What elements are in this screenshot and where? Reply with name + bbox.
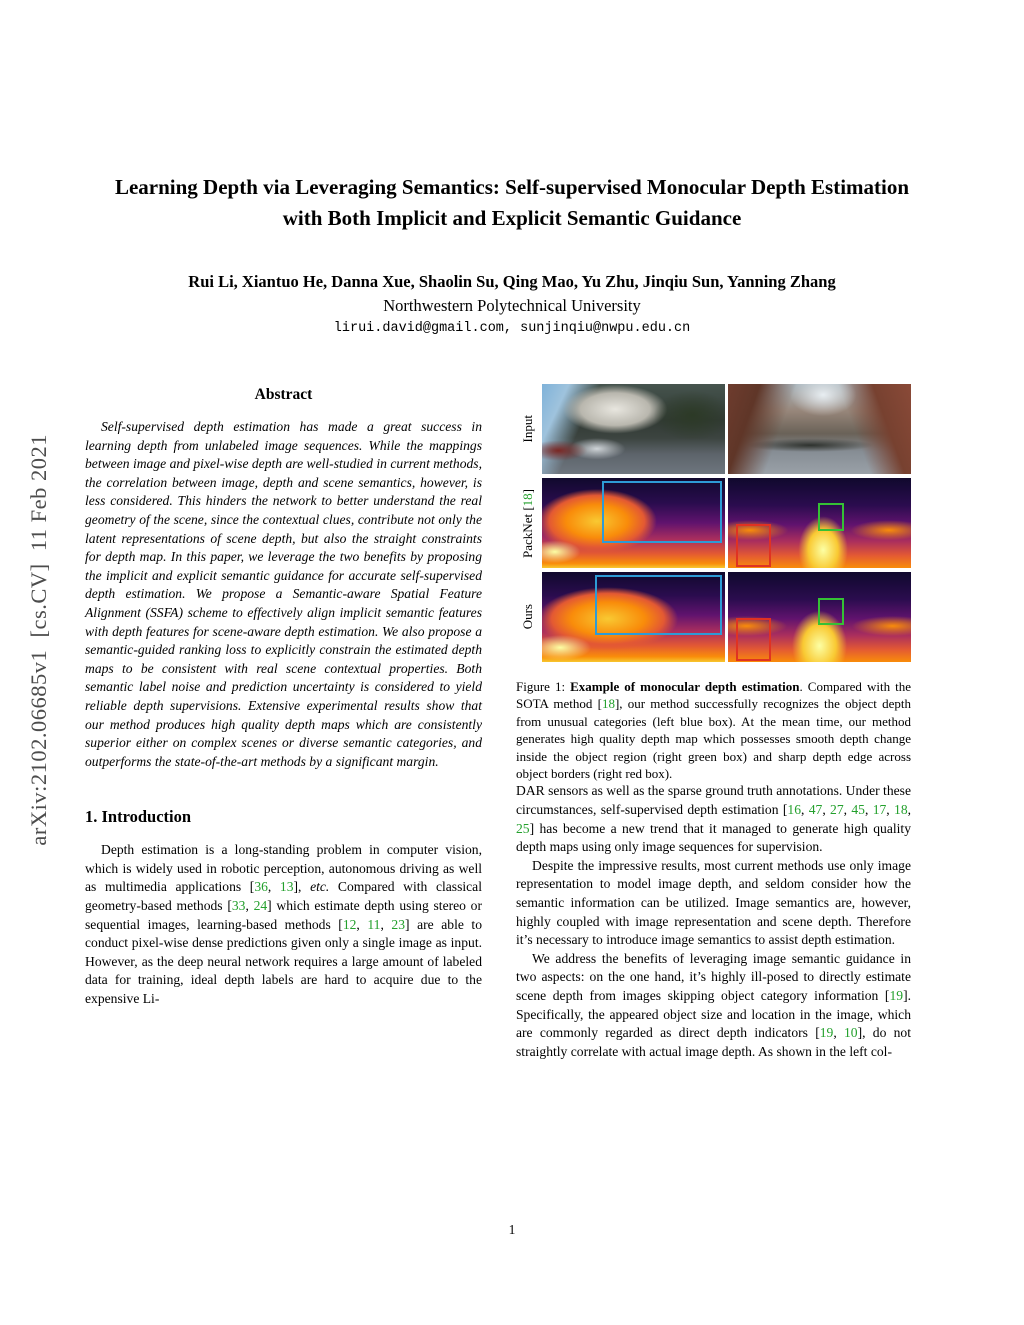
body-paragraph-3: [516, 950, 911, 1062]
text-segment: ,: [864, 802, 873, 818]
citation-link[interactable]: 13: [279, 879, 294, 895]
text-segment: Depth estimation is a long-standing problem in computer vision, which is widely used in robotic perception, autonomous driving as well as multimedia applications [: [85, 842, 482, 895]
citation-link[interactable]: 25: [516, 820, 530, 836]
text-segment: DAR sensors as well as the sparse ground truth annotations. Under these circumstances, self-supervised depth estimation [: [516, 783, 911, 818]
arxiv-watermark: [16, 350, 62, 930]
citation-link[interactable]: 36: [254, 879, 268, 895]
citation-link[interactable]: 33: [231, 898, 246, 914]
highlight-box-green: [818, 503, 844, 530]
citation-link[interactable]: 27: [830, 802, 844, 818]
text-segment: Figure 1:: [516, 679, 571, 694]
figure-row-label-input: [516, 384, 539, 474]
figure-1: [516, 384, 911, 662]
text-segment: ,: [245, 898, 254, 914]
text-segment: ,: [380, 916, 392, 932]
text-segment: Example of monocular depth estimation: [570, 679, 800, 694]
input-image-right: [728, 384, 911, 474]
citation-link[interactable]: 10: [844, 1025, 858, 1041]
text-segment: Compared with classical geometry-based methods [: [85, 879, 482, 914]
abstract-text: Self-supervised depth estimation has made a great success in learning depth from unlabeled image sequences. While the mappings between image and pixel-wise depth are well-studied in current methods, the correlation between image, depth and scene semantics, however, is less considered. This hinders the network to better understand the real geometry of the scene, since the contextual clues, contribute not only the latent representations of scene depth, but also the straight constraints for depth map. In this paper, we leverage the two benefits by proposing the implicit and explicit semantic guidance for accurate self-supervised depth estimation. We propose a Semantic-aware Spatial Feature Alignment (SSFA) scheme to effectively align implicit semantic features with depth features for scene-aware depth estimation. We also propose a semantic-guided ranking loss to explicitly constrain the estimated depth maps to be consistent with real scene contextual properties. Both semantic label noise and prediction uncertainty is considered to yield reliable depth supervisions. Extensive experimental results show that our method produces high quality depth maps which are consistently superior either on complex scenes or diverse semantic categories, and outperforms the state-of-the-art methods by a significant margin.: [85, 419, 482, 769]
text-segment: ] which estimate depth using stereo or sequential images, learning-based methods [: [85, 898, 483, 932]
text-segment: ]. Specifically, the appeared object size and location in the image, which are commonly regarded as direct depth indicators [: [516, 987, 911, 1041]
figure-row-label-ours: [516, 572, 539, 662]
highlight-box-red: [736, 524, 771, 568]
section-heading-introduction: 1. Introduction: [85, 807, 192, 827]
input-image-left: [542, 384, 725, 474]
citation-link[interactable]: 18: [519, 492, 535, 506]
citation-link[interactable]: 23: [391, 916, 406, 932]
ours-depth-left: [542, 572, 725, 662]
highlight-box-blue: [595, 575, 722, 636]
author-emails: lirui.david@gmail.com, sunjinqiu@nwpu.edu.cn: [333, 321, 691, 336]
ours-depth-right: [728, 572, 911, 662]
body-paragraph-2: Despite the impressive results, most current methods use only image representation to model image depth, and seldom consider how the semantic information can be utilized. Image semantics are, however, highly coupled with image representation and scene depth. Therefore it’s necessary to introduce image semantics to assist depth estimation.: [516, 857, 911, 948]
affiliation: Northwestern Polytechnical University: [383, 296, 641, 315]
citation-link[interactable]: 11: [367, 916, 381, 932]
text-segment: ,: [822, 802, 831, 818]
citation-link[interactable]: 18: [601, 696, 615, 712]
packnet-depth-right: [728, 478, 911, 568]
citation-link[interactable]: 47: [808, 802, 823, 818]
figure-row-label-packnet: [516, 478, 539, 568]
text-segment: ,: [356, 916, 368, 932]
text-segment: etc.: [310, 879, 330, 895]
introduction-paragraph: [85, 841, 482, 1008]
abstract-heading: Abstract: [254, 386, 313, 403]
left-column: [85, 386, 482, 1009]
text-segment: ,: [833, 1025, 844, 1041]
text-segment: ,: [886, 802, 895, 818]
citation-link[interactable]: 19: [819, 1025, 834, 1041]
figure-1-caption: [516, 678, 911, 782]
highlight-box-blue: [602, 481, 721, 544]
text-segment: ], do not straightly correlate with actual image depth. As shown in the left col-: [516, 1025, 912, 1059]
figure-row-ours: [516, 572, 911, 662]
citation-link[interactable]: 16: [787, 802, 801, 818]
author-list: Rui Li, Xiantuo He, Danna Xue, Shaolin Su, Qing Mao, Yu Zhu, Jinqiu Sun, Yanning Zhang: [188, 272, 836, 291]
text-segment: ] are able to conduct pixel-wise dense predictions given only a single image as input. However, as the deep neural network requires a large amount of labeled data for training, ideal depth labels are hard to acquire due to the expensive Li-: [85, 916, 483, 1007]
citation-link[interactable]: 17: [872, 802, 887, 818]
right-column: [516, 384, 911, 1061]
row-label-text: Input: [519, 415, 535, 443]
text-segment: ,: [907, 802, 912, 818]
text-segment: ],: [293, 879, 311, 895]
row-label-text: Ours: [519, 604, 535, 630]
citation-link[interactable]: 18: [894, 802, 908, 818]
citation-link[interactable]: 12: [342, 916, 357, 932]
text-segment: ,: [267, 879, 280, 895]
citation-link[interactable]: 45: [851, 802, 865, 818]
page-number: 1: [508, 1222, 516, 1237]
row-label-text: [520, 489, 536, 558]
paper-title: Learning Depth via Leveraging Semantics: Self-supervised Monocular Depth Estimation with Both Implicit and Explicit Semantic Guidance: [114, 175, 910, 230]
highlight-box-green: [818, 598, 844, 625]
text-segment: ] has become a new trend that it managed to generate high quality depth maps using only image sequences for supervision.: [516, 820, 911, 855]
text-segment: ], our method successfully recognizes the object depth from unusual categories (left blue box). At the mean time, our method generates high quality depth map which possesses smooth depth change inside the object region (right green box) and sharp depth edge across object borders (right red box).: [516, 696, 911, 782]
text-segment: PackNet [: [519, 505, 535, 558]
text-segment: ]: [519, 488, 535, 493]
citation-link[interactable]: 24: [253, 898, 268, 914]
packnet-depth-left: [542, 478, 725, 568]
text-segment: . Compared with the SOTA method [: [516, 679, 911, 712]
figure-row-input: [516, 384, 911, 474]
text-segment: We address the benefits of leveraging image semantic guidance in two aspects: on the one hand, it’s highly ill-posed to directly estimate scene depth from images skipping object category information [: [516, 950, 911, 1003]
text-segment: ,: [843, 802, 852, 818]
citation-link[interactable]: 19: [889, 987, 904, 1003]
figure-row-packnet: [516, 478, 911, 568]
text-segment: ,: [800, 802, 809, 818]
highlight-box-red: [736, 618, 771, 662]
arxiv-watermark-text: arXiv:2102.06685v1 [cs.CV] 11 Feb 2021: [26, 434, 51, 846]
body-paragraph-1: [516, 782, 911, 856]
